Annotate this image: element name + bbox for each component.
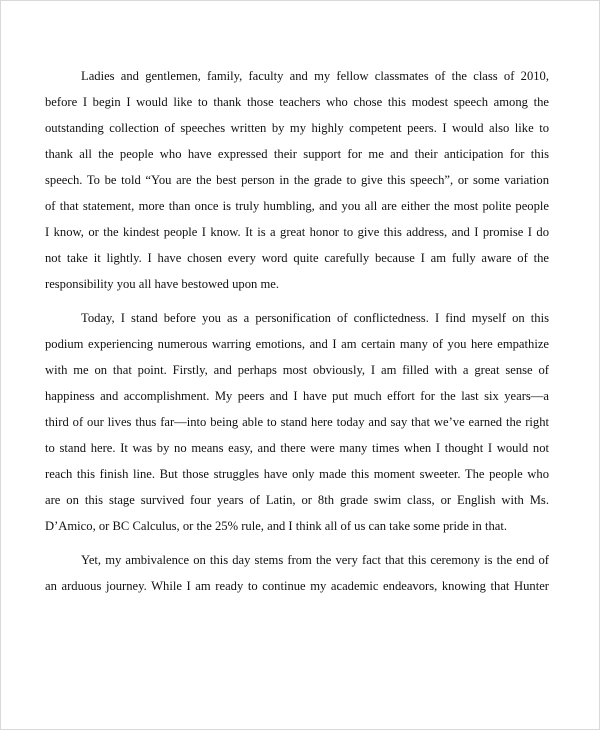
paragraph-2	[45, 305, 549, 539]
text-line: responsibility you all have bestowed upon me.	[45, 277, 279, 291]
paragraph-1	[45, 63, 549, 297]
text-line: not take it lightly. I have chosen every word quite carefully because I am fully aware of the	[45, 251, 549, 265]
text-line: third of our lives thus far—into being able to stand here today and say that we’ve earned the right	[45, 415, 549, 429]
text-line: podium experiencing numerous warring emotions, and I am certain many of you here empathize	[45, 337, 549, 351]
speech-body	[45, 63, 549, 607]
text-line: happiness and accomplishment. My peers and I have put much effort for the last six years—a	[45, 389, 549, 403]
text-line: Yet, my ambivalence on this day stems from the very fact that this ceremony is the end of	[81, 553, 549, 567]
text-line: of that statement, more than once is truly humbling, and you all are either the most polite people	[45, 199, 549, 213]
text-line: speech. To be told “You are the best person in the grade to give this speech”, or some variation	[45, 173, 549, 187]
text-line: outstanding collection of speeches written by my highly competent peers. I would also like to	[45, 121, 549, 135]
text-line: with me on that point. Firstly, and perhaps most obviously, I am filled with a great sense of	[45, 363, 549, 377]
text-line: are on this stage survived four years of Latin, or 8th grade swim class, or English with Ms.	[45, 493, 549, 507]
text-line: reach this finish line. But those struggles have only made this moment sweeter. The people who	[45, 467, 549, 481]
text-line: Today, I stand before you as a personification of conflictedness. I find myself on this	[81, 311, 549, 325]
text-line: before I begin I would like to thank those teachers who chose this modest speech among the	[45, 95, 549, 109]
text-line: an arduous journey. While I am ready to continue my academic endeavors, knowing that Hunter	[45, 579, 549, 593]
text-line: D’Amico, or BC Calculus, or the 25% rule, and I think all of us can take some pride in that.	[45, 519, 508, 533]
text-line: to stand here. It was by no means easy, and there were many times when I thought I would not	[45, 441, 549, 455]
text-line: Ladies and gentlemen, family, faculty and my fellow classmates of the class of 2010,	[81, 69, 549, 83]
text-line: I know, or the kindest people I know. It is a great honor to give this address, and I promise I do	[45, 225, 549, 239]
text-line: thank all the people who have expressed their support for me and their anticipation for this	[45, 147, 549, 161]
paragraph-3	[45, 547, 549, 599]
